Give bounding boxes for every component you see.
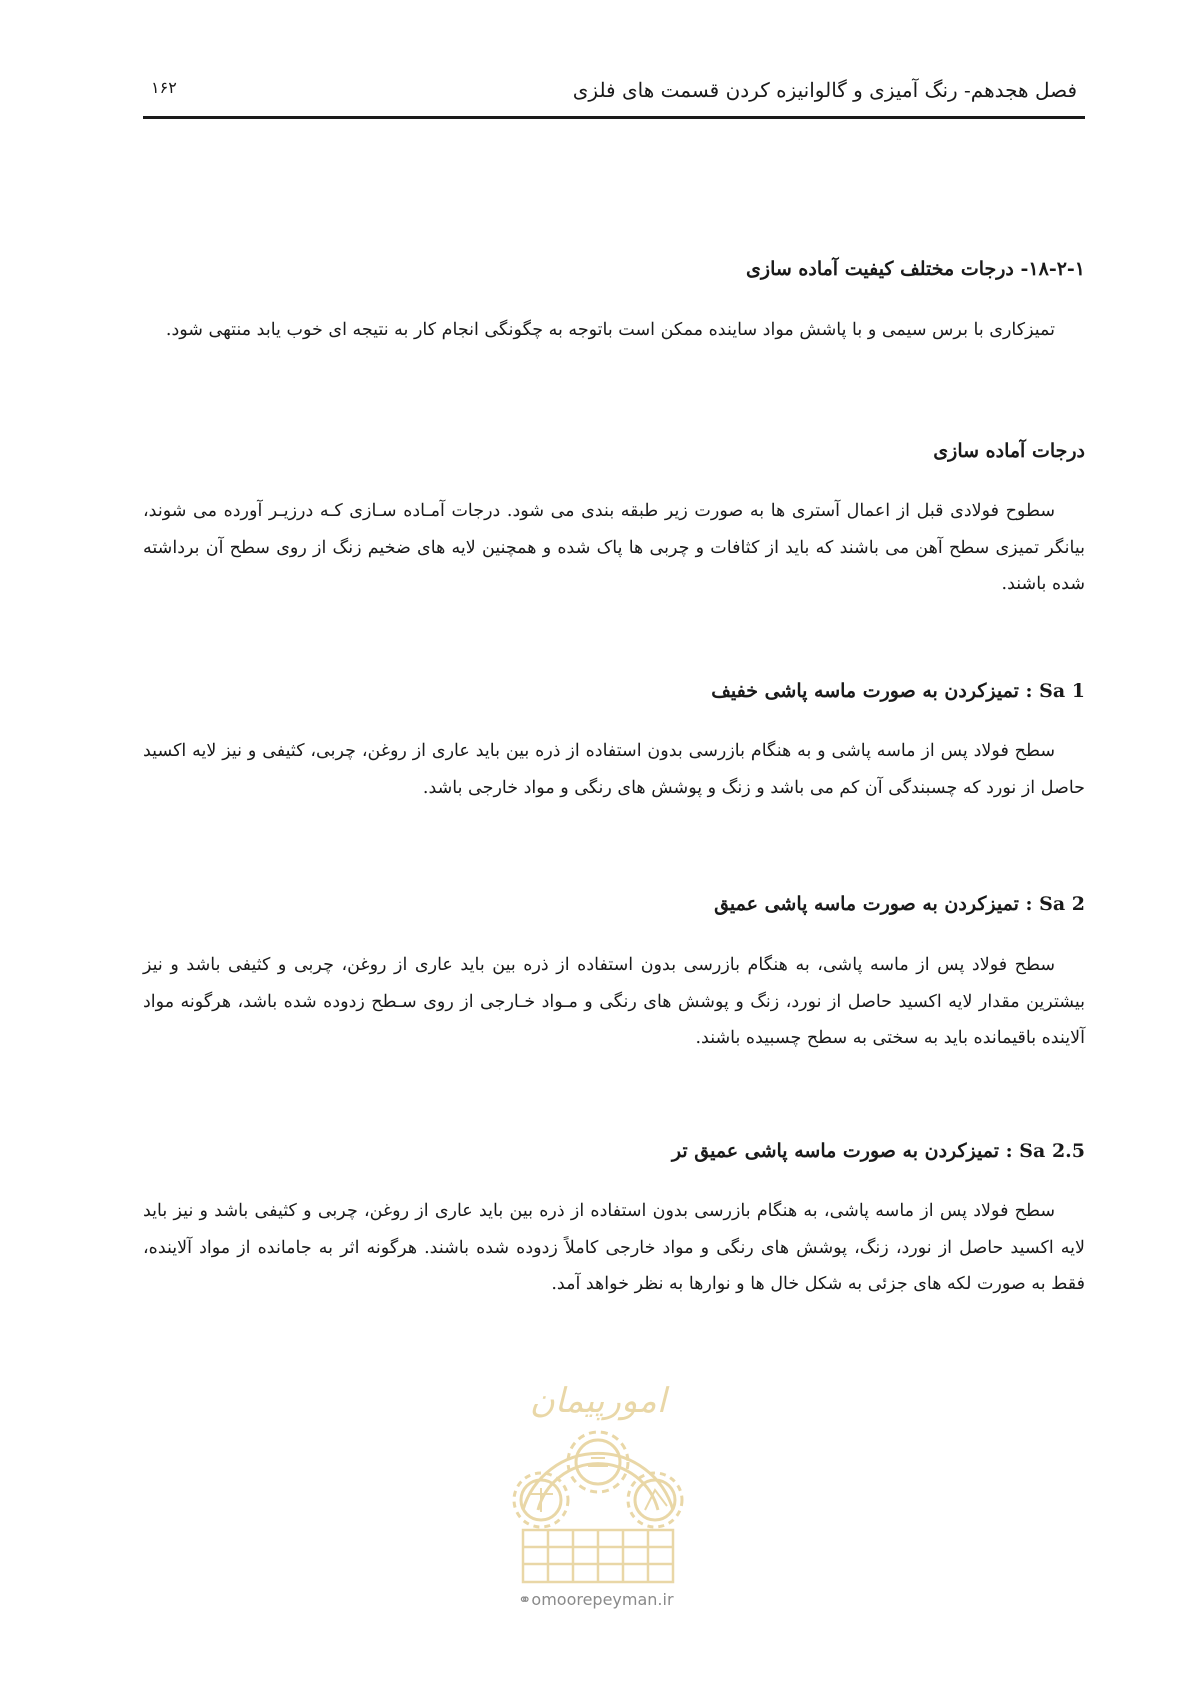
watermark-url-text: omoorepeyman.ir: [531, 1590, 674, 1609]
sa1-code: Sa 1: [1039, 680, 1085, 702]
sa2-heading: [143, 893, 1085, 915]
sa25-title: : تمیزکردن به صورت ماسه پاشی عمیق تر: [671, 1140, 1013, 1162]
section-intro-paragraph: تمیزکاری با برس سیمی و با پاشش مواد ساینده ممکن است باتوجه به چگونگی انجام کار به نتیجه ای خوب یابد منتهی شود.: [165, 320, 1055, 340]
grades-title: درجات آماده سازی: [933, 440, 1085, 462]
sa25-body-paragraph: سطح فولاد پس از ماسه پاشی، به هنگام بازرسی بدون استفاده از ذره بین باید عاری از روغن، چربی و کثیفی باشد و نیز باید لایه اکسید حاصل از نورد، زنگ، پوشش های رنگی و مواد خارجی کاملاً زدوده شده باشند. هرگونه اثر به جامانده از مواد آلاینده، فقط به صورت لکه های جزئی به شکل خال ها و نوارها به نظر خواهد آمد.: [143, 1201, 1085, 1294]
section-title: ۱۸-۲-۱- درجات مختلف کیفیت آماده سازی: [746, 258, 1085, 280]
page-header: [143, 70, 1085, 119]
sa2-code: Sa 2: [1039, 893, 1085, 915]
chapter-title: فصل هجدهم- رنگ آمیزی و گالوانیزه کردن قسمت های فلزی: [572, 78, 1077, 102]
svg-text:امورپیمان: امورپیمان: [529, 1381, 667, 1421]
section-intro-block: [143, 312, 1085, 349]
sa1-heading-block: [143, 680, 1085, 702]
sa2-title: : تمیزکردن به صورت ماسه پاشی عمیق: [714, 893, 1033, 915]
grades-heading-block: [143, 440, 1085, 462]
grades-intro-block: [143, 493, 1085, 603]
globe-icon: ⚭: [518, 1590, 532, 1609]
sa1-body-block: [143, 733, 1085, 806]
sa25-heading: [143, 1140, 1085, 1162]
sa1-heading: [143, 680, 1085, 702]
sa2-body-paragraph: سطح فولاد پس از ماسه پاشی، به هنگام بازرسی بدون استفاده از ذره بین باید عاری از روغن، چربی و کثیفی باشد و نیز بیشترین مقدار لایه اکسید حاصل از نورد، زنگ و پوشش های رنگی و مـواد خـارجی از روی سـطح زدوده شده باشد، هرگونه مواد آلاینده باقیمانده باید به سختی به سطح چسبیده باشند.: [143, 955, 1085, 1048]
sa1-body-paragraph: سطح فولاد پس از ماسه پاشی و به هنگام بازرسی بدون استفاده از ذره بین باید عاری از روغن، چربی، کثیفی و نیز لایه اکسید حاصل از نورد که چسبندگی آن کم می باشد و زنگ و پوشش های رنگی و مواد خارجی باشد.: [143, 741, 1085, 798]
sa25-body-block: [143, 1193, 1085, 1303]
grades-intro-paragraph: سطوح فولادی قبل از اعمال آستری ها به صورت زیر طبقه بندی می شود. درجات آمـاده سـازی کـه درزیـر آورده می شوند، بیانگر تمیزی سطح آهن می باشند که باید از کثافات و چربی ها پاک شده و همچنین لایه های ضخیم زنگ از روی سطح آن برداشته شده باشند.: [143, 501, 1085, 594]
sa2-body-block: [143, 947, 1085, 1057]
sa25-code: Sa 2.5: [1019, 1140, 1085, 1162]
sa2-heading-block: [143, 893, 1085, 915]
section-heading-block: [143, 258, 1085, 280]
watermark-url: [518, 1590, 674, 1609]
sa1-title: : تمیزکردن به صورت ماسه پاشی خفیف: [711, 680, 1033, 702]
page-number: ۱۶۲: [151, 78, 177, 97]
watermark-logo-icon: [483, 1360, 713, 1590]
sa25-heading-block: [143, 1140, 1085, 1162]
